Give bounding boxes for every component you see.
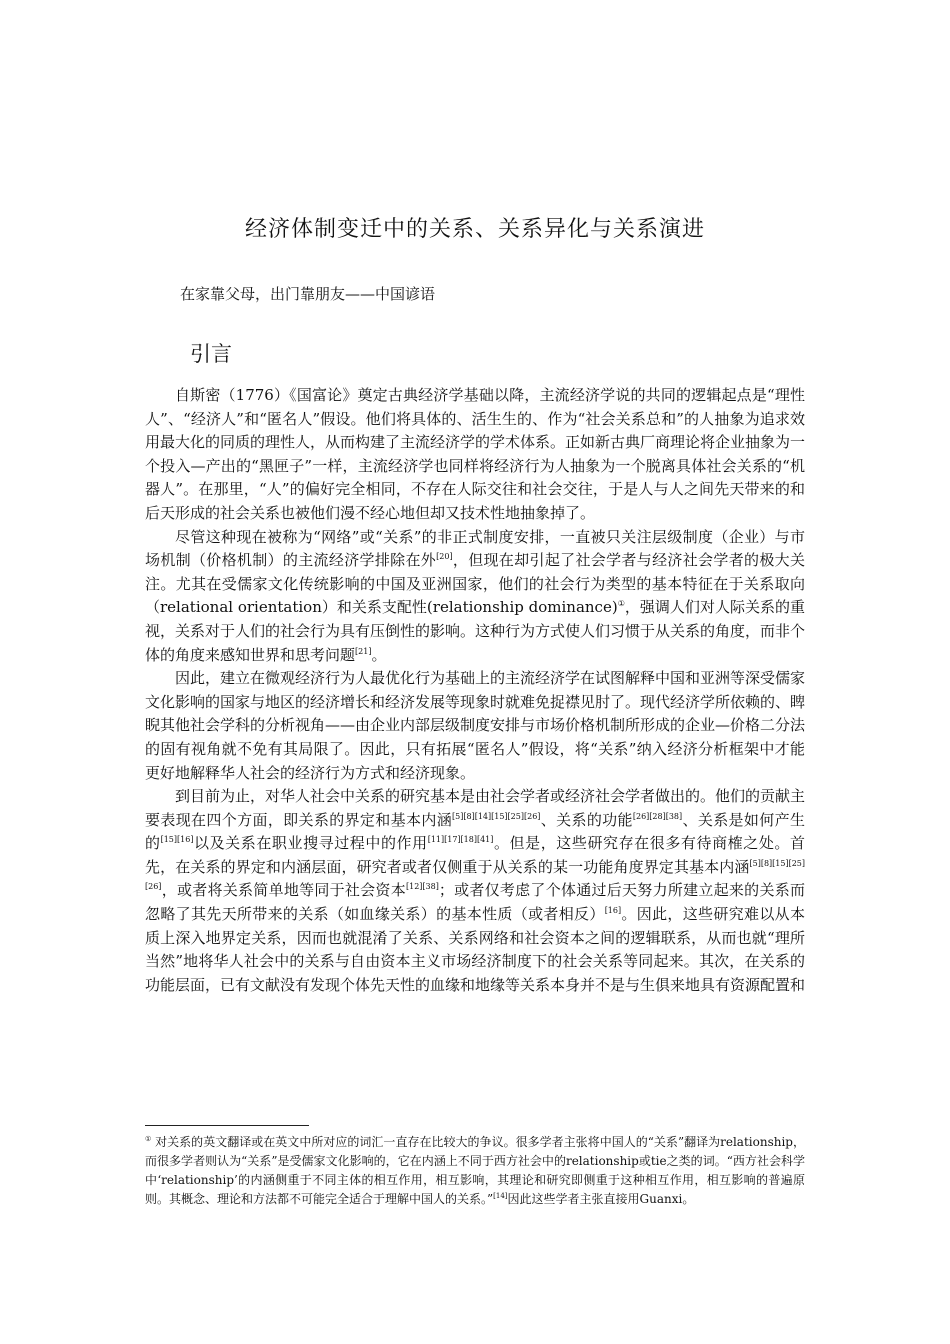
paragraph-4-text: 以及关系在职业搜寻过程中的作用 [193, 834, 428, 853]
body-text [145, 384, 805, 997]
footnote-marker: ① [617, 599, 625, 609]
paragraph-2-text: ，强调人们对人际关系的重视，关系对于人们的社会行为具有压倒性的影响。这种行为方式使人们习惯于从关系的角度，而非个体的角度来感知世界和思考问题 [145, 598, 806, 664]
section-heading: 引言 [190, 342, 232, 366]
epigraph: 在家靠父母，出门靠朋友——中国谚语 [180, 285, 436, 303]
paragraph-2-text: ，但现在却引起了社会学者与经济社会学者的极大关注。尤其在受儒家文化传统影响的中国及亚洲国家，他们的社会行为类型的基本特征在于关系取向（relational orientation）和关系支配性(relationship dominance) [145, 551, 805, 617]
paragraph-4-text: 、关系是如何产生的 [145, 810, 805, 853]
paragraph-2-text: 尽管这种现在被称为“网络”或“关系”的非正式制度安排，一直被只关注层级制度（企业）与市场机制（价格机制）的主流经济学排除在外 [145, 527, 805, 570]
citation: [11][17][18][41] [427, 835, 494, 845]
footnote-divider [145, 1125, 309, 1126]
citation: [5][8][15][25][26] [145, 858, 805, 892]
footnote-text: 对关系的英文翻译或在英文中所对应的词汇一直存在比较大的争议。很多学者主张将中国人的“关系”翻译为relationship，而很多学者则认为“关系”是受儒家文化影响的，它在内涵上不同于西方社会中的relationship或tie之类的词。“西方社会科学中‘relationship’的内涵侧重于不同主体的相互作用，相互影响，其理论和研究即侧重于这种相互作用，相互影响的普遍原则。其概念、理论和方法都不可能完全适合于理解中国人的关系。” [145, 1135, 805, 1206]
footnote-text: 因此这些学者主张直接用Guanxi。 [507, 1192, 695, 1206]
paragraph-4 [145, 785, 805, 997]
citation: [15][16] [160, 835, 194, 845]
citation: [5][8][14][15][25][26] [452, 811, 541, 821]
paragraph-2-text: 。 [371, 645, 387, 664]
paragraph-4-text: 。因此，这些研究难以从本质上深入地界定关系，因而也就混淆了关系、关系网络和社会资本之间的逻辑联系，从而也就“理所当然”地将华人社会中的关系与自由资本主义市场经济制度下的社会关系等同起来。其次，在关系的功能层面，已有文献没有发现个体先天性的血缘和地缘等关系本身并不是与生俱来地具有资源配置和 [145, 905, 806, 994]
citation: [21] [355, 646, 372, 656]
paragraph-4-text: 、关系的功能 [540, 810, 633, 829]
paragraph-1: 自斯密（1776）《国富论》奠定古典经济学基础以降，主流经济学说的共同的逻辑起点是“理性人”、“经济人”和“匿名人”假设。他们将具体的、活生生的、作为“社会关系总和”的人抽象为追求效用最大化的同质的理性人，从而构建了主流经济学的学术体系。正如新古典厂商理论将企业抽象为一个投入—产出的“黑匣子”一样，主流经济学也同样将经济行为人抽象为一个脱离具体社会关系的“机器人”。在那里，“人”的偏好完全相同，不存在人际交往和社会交往，于是人与人之间先天带来的和后天形成的社会关系也被他们漫不经心地但却又技术性地抽象掉了。 [145, 386, 806, 522]
footnote [145, 1133, 805, 1209]
citation: [16] [604, 906, 622, 916]
paragraph-4-text: ；或者仅考虑了个体通过后天努力所建立起来的关系而忽略了其先天所带来的关系（如血缘关系）的基本性质（或者相反） [145, 881, 805, 924]
citation: [12][38] [405, 882, 439, 892]
citation: [26][28][38] [632, 811, 683, 821]
paragraph-4-text: 到目前为止，对华人社会中关系的研究基本是由社会学者或经济社会学者做出的。他们的贡献主要表现在四个方面，即关系的界定和基本内涵 [145, 787, 806, 829]
paragraph-3: 因此，建立在微观经济行为人最优化行为基础上的主流经济学在试图解释中国和亚洲等深受儒家文化影响的国家与地区的经济增长和经济发展等现象时就难免捉襟见肘了。现代经济学所依赖的、睥睨其他社会学科的分析视角——由企业内部层级制度安排与市场价格机制所形成的企业—价格二分法的固有视角就不免有其局限了。因此，只有拓展“匿名人”假设，将“关系”纳入经济分析框架中才能更好地解释华人社会的经济行为方式和经济现象。 [145, 669, 806, 782]
paragraph-4-text: ，或者将关系简单地等同于社会资本 [161, 881, 406, 900]
paragraph-4-text: 。但是，这些研究存在很多有待商榷之处。首先，在关系的界定和内涵层面，研究者或者仅侧重于从关系的某一功能角度界定其基本内涵 [145, 834, 805, 876]
paper-title: 经济体制变迁中的关系、关系异化与关系演进 [244, 217, 705, 242]
paragraph-2 [145, 526, 805, 668]
citation: [20] [436, 552, 453, 562]
citation: [14] [493, 1192, 508, 1200]
footnote-marker: ① [145, 1135, 152, 1143]
